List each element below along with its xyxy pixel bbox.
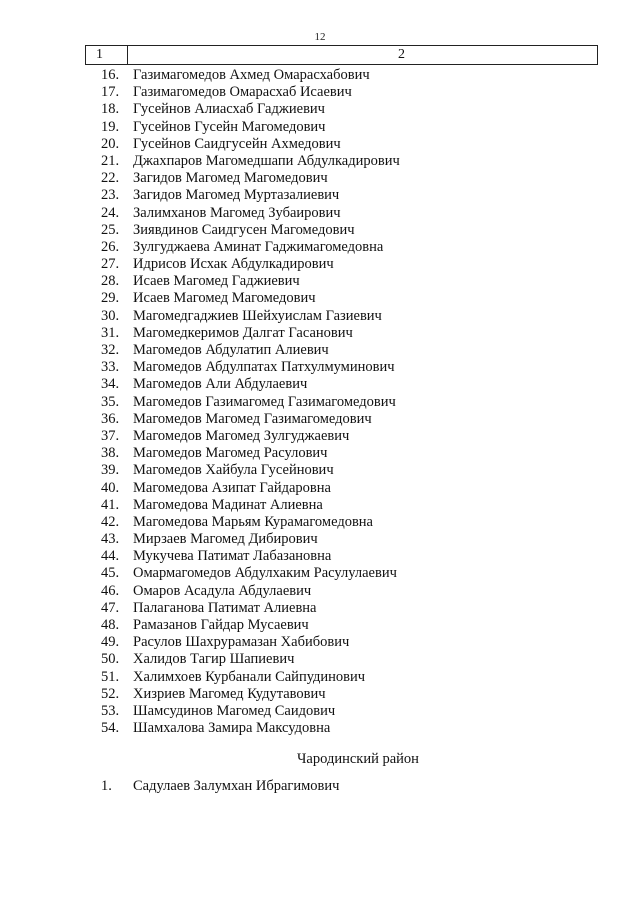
list-item xyxy=(0,342,640,359)
list-item-name: Газимагомедов Ахмед Омарасхабович xyxy=(133,67,370,83)
name-list xyxy=(0,67,640,737)
list-item xyxy=(0,325,640,342)
list-item-name: Зулгуджаева Аминат Гаджимагомедовна xyxy=(133,238,384,255)
list-item-number: 53. xyxy=(101,702,120,719)
list-item-name: Магомедова Марьям Курамагомедовна xyxy=(133,513,373,530)
list-item-name: Магомедов Газимагомед Газимагомедович xyxy=(133,393,396,410)
list-item-number: 52. xyxy=(101,685,120,702)
list-item xyxy=(0,394,640,411)
list-item-name: Зиявдинов Саидгусен Магомедович xyxy=(133,221,355,238)
list-item xyxy=(0,359,640,376)
list-item xyxy=(0,273,640,290)
list-item-name: Залимханов Магомед Зубаирович xyxy=(133,204,341,221)
list-item-number: 36. xyxy=(101,410,120,427)
list-item xyxy=(0,497,640,514)
list-item xyxy=(0,84,640,101)
list-item-number: 51. xyxy=(101,668,120,685)
list-item-number: 37. xyxy=(101,427,120,444)
list-item xyxy=(0,101,640,118)
list-item-number: 47. xyxy=(101,599,120,616)
list-item-name: Гусейнов Саидгусейн Ахмедович xyxy=(133,135,341,152)
list-item-number: 17. xyxy=(101,84,120,101)
list-item xyxy=(0,651,640,668)
list-item-name: Хизриев Магомед Кудутавович xyxy=(133,685,326,702)
list-item-name: Мукучева Патимат Лабазановна xyxy=(133,548,332,565)
list-item xyxy=(0,462,640,479)
list-item-number: 25. xyxy=(101,221,120,238)
list-item xyxy=(0,531,640,548)
list-item-name: Магомедов Абдулатип Алиевич xyxy=(133,342,329,358)
list-item-name: Палаганова Патимат Алиевна xyxy=(133,599,317,616)
list-item xyxy=(0,170,640,187)
list-item xyxy=(0,445,640,462)
list-item-name: Джахпаров Магомедшапи Абдулкадирович xyxy=(133,152,400,169)
list-item-name: Газимагомедов Омарасхаб Исаевич xyxy=(133,84,352,101)
list-item-name: Идрисов Исхак Абдулкадирович xyxy=(133,256,334,273)
table-header xyxy=(85,45,598,65)
list-item-number: 24. xyxy=(101,204,120,221)
list-item-number: 19. xyxy=(101,118,120,135)
list-item xyxy=(0,67,640,84)
list-item-number: 31. xyxy=(101,324,120,341)
list-item-number: 40. xyxy=(101,479,120,496)
list-item xyxy=(0,669,640,686)
list-item-number: 46. xyxy=(101,582,120,599)
list-item xyxy=(0,290,640,307)
list-item-name: Магомедов Магомед Газимагомедович xyxy=(133,410,372,427)
list-item-number: 54. xyxy=(101,720,120,737)
district-list-item-number: 1. xyxy=(101,778,112,794)
list-item-name: Магомедова Мадинат Алиевна xyxy=(133,496,323,513)
list-item xyxy=(0,565,640,582)
list-item xyxy=(0,617,640,634)
list-item-name: Загидов Магомед Муртазалиевич xyxy=(133,187,340,204)
list-item-name: Магомедов Абдулпатах Патхулмуминович xyxy=(133,359,395,376)
list-item-name: Халидов Тагир Шапиевич xyxy=(133,651,295,668)
list-item-name: Магомедгаджиев Шейхуислам Газиевич xyxy=(133,307,382,324)
list-item xyxy=(0,256,640,273)
table-header-col2: 2 xyxy=(398,47,405,62)
list-item-name: Расулов Шахрурамазан Хабибович xyxy=(133,634,350,651)
list-item-name: Магомедов Магомед Зулгуджаевич xyxy=(133,427,350,444)
list-item xyxy=(0,703,640,720)
list-item xyxy=(0,187,640,204)
list-item xyxy=(0,514,640,531)
list-item-number: 48. xyxy=(101,617,120,633)
list-item-number: 22. xyxy=(101,170,120,187)
list-item-number: 18. xyxy=(101,101,120,118)
list-item xyxy=(0,428,640,445)
list-item-number: 44. xyxy=(101,548,120,565)
list-item-number: 29. xyxy=(101,290,120,307)
list-item-number: 33. xyxy=(101,359,120,376)
list-item xyxy=(0,411,640,428)
list-item-number: 30. xyxy=(101,307,120,324)
list-item-name: Магомедова Азипат Гайдаровна xyxy=(133,479,331,496)
list-item xyxy=(0,153,640,170)
list-item-number: 43. xyxy=(101,531,120,548)
list-item-name: Мирзаев Магомед Дибирович xyxy=(133,531,318,548)
list-item-number: 50. xyxy=(101,651,120,668)
list-item-name: Магомедов Али Абдулаевич xyxy=(133,376,308,393)
list-item-number: 41. xyxy=(101,496,120,513)
list-item-name: Исаев Магомед Гаджиевич xyxy=(133,273,300,290)
list-item-name: Магомедов Магомед Расулович xyxy=(133,445,328,462)
list-item xyxy=(0,720,640,737)
list-item-name: Халимхоев Курбанали Сайпудинович xyxy=(133,668,366,685)
list-item-number: 34. xyxy=(101,376,120,393)
list-item-name: Исаев Магомед Магомедович xyxy=(133,290,316,307)
list-item-number: 49. xyxy=(101,634,120,651)
list-item-name: Загидов Магомед Магомедович xyxy=(133,170,328,187)
list-item xyxy=(0,686,640,703)
list-item-number: 16. xyxy=(101,67,120,83)
list-item-number: 27. xyxy=(101,256,120,273)
list-item xyxy=(0,480,640,497)
list-item-number: 28. xyxy=(101,273,120,290)
list-item-number: 26. xyxy=(101,238,120,255)
list-item-number: 21. xyxy=(101,152,120,169)
list-item-number: 39. xyxy=(101,462,120,479)
list-item-number: 42. xyxy=(101,513,120,530)
list-item-name: Магомедкеримов Далгат Гасанович xyxy=(133,324,353,341)
list-item-number: 45. xyxy=(101,565,120,582)
list-item-name: Гусейнов Гусейн Магомедович xyxy=(133,118,326,135)
list-item xyxy=(0,119,640,136)
list-item-number: 38. xyxy=(101,445,120,462)
list-item-name: Гусейнов Алиасхаб Гаджиевич xyxy=(133,101,325,118)
page-number: 12 xyxy=(314,31,326,43)
list-item xyxy=(0,548,640,565)
list-item xyxy=(0,136,640,153)
list-item-number: 35. xyxy=(101,393,120,410)
list-item xyxy=(0,308,640,325)
list-item-name: Шамсудинов Магомед Саидович xyxy=(133,702,336,719)
list-item-name: Омармагомедов Абдулхаким Расулулаевич xyxy=(133,565,397,582)
list-item-number: 23. xyxy=(101,187,120,204)
list-item-name: Рамазанов Гайдар Мусаевич xyxy=(133,617,309,633)
list-item-name: Магомедов Хайбула Гусейнович xyxy=(133,462,334,479)
list-item xyxy=(0,239,640,256)
list-item xyxy=(0,205,640,222)
district-list-item-name: Садулаев Залумхан Ибрагимович xyxy=(133,778,340,794)
district-title: Чародинский район xyxy=(297,751,419,767)
list-item xyxy=(0,634,640,651)
list-item xyxy=(0,583,640,600)
district-list-item xyxy=(0,777,640,795)
list-item-number: 32. xyxy=(101,342,120,358)
table-header-col1: 1 xyxy=(96,47,103,62)
list-item xyxy=(0,222,640,239)
list-item-number: 20. xyxy=(101,135,120,152)
table-header-divider xyxy=(127,46,128,64)
list-item-name: Шамхалова Замира Максудовна xyxy=(133,720,331,737)
list-item xyxy=(0,376,640,393)
list-item-name: Омаров Асадула Абдулаевич xyxy=(133,582,312,599)
list-item xyxy=(0,600,640,617)
